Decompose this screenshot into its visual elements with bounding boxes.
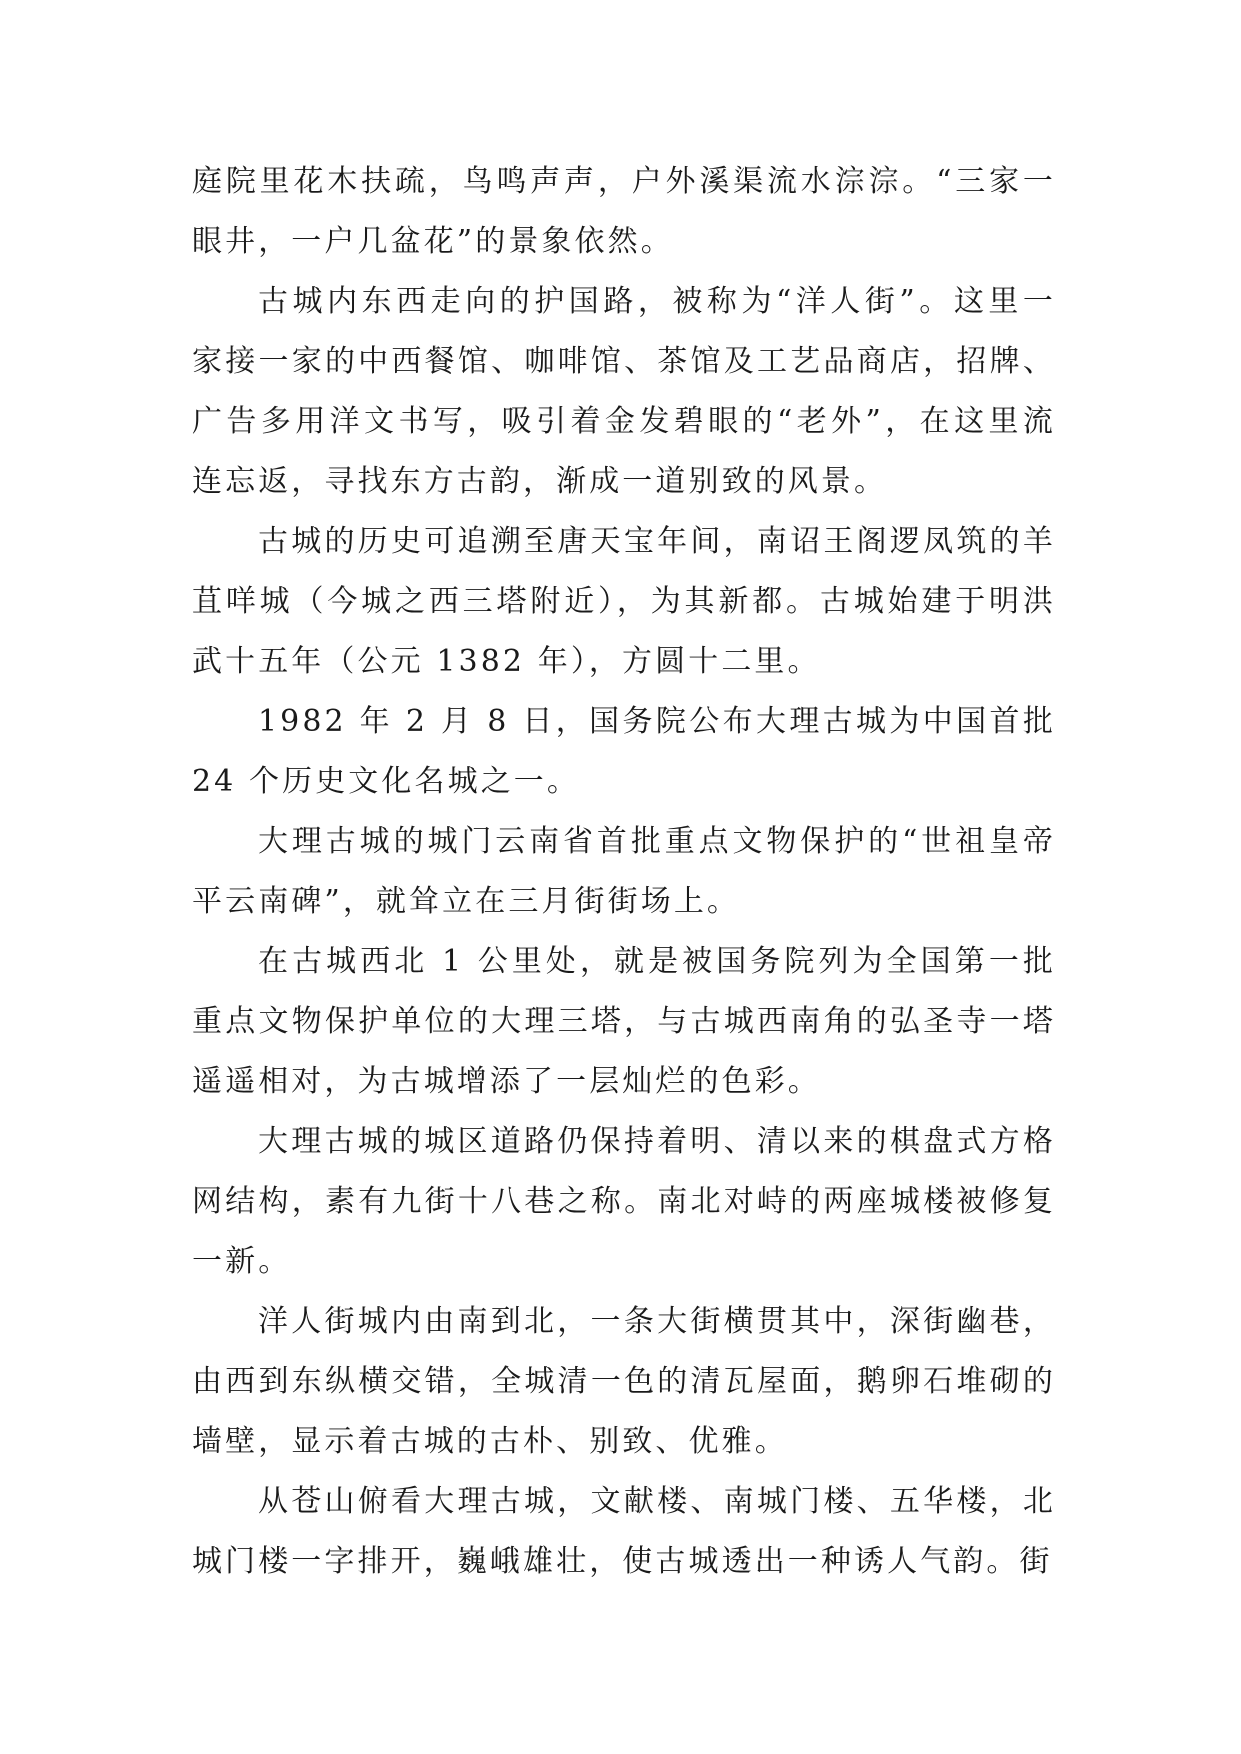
paragraph-8: 洋人街城内由南到北，一条大街横贯其中，深街幽巷，由西到东纵横交错，全城清一色的清瓦屋面，鹅卵石堆砌的墙壁，显示着古城的古朴、别致、优雅。 xyxy=(192,1304,1056,1459)
paragraph-2: 古城内东西走向的护国路，被称为“洋人街”。这里一家接一家的中西餐馆、咖啡馆、茶馆及工艺品商店，招牌、广告多用洋文书写，吸引着金发碧眼的“老外”，在这里流连忘返，寻找东方古韵，渐成一道别致的风景。 xyxy=(192,284,1056,499)
paragraph-1: 庭院里花木扶疏，鸟鸣声声，户外溪渠流水淙淙。“三家一眼井，一户几盆花”的景象依然。 xyxy=(192,164,1056,259)
paragraph-7: 大理古城的城区道路仍保持着明、清以来的棋盘式方格网结构，素有九街十八巷之称。南北对峙的两座城楼被修复一新。 xyxy=(192,1124,1056,1279)
paragraph-6: 在古城西北 1 公里处，就是被国务院列为全国第一批重点文物保护单位的大理三塔，与古城西南角的弘圣寺一塔遥遥相对，为古城增添了一层灿烂的色彩。 xyxy=(192,944,1056,1099)
paragraph-9: 从苍山俯看大理古城，文献楼、南城门楼、五华楼，北城门楼一字排开，巍峨雄壮，使古城透出一种诱人气韵。街 xyxy=(192,1484,1056,1579)
paragraph-3: 古城的历史可追溯至唐天宝年间，南诏王阁逻凤筑的羊苴咩城（今城之西三塔附近），为其新都。古城始建于明洪武十五年（公元 1382 年），方圆十二里。 xyxy=(192,524,1056,679)
document-body xyxy=(192,152,1056,1592)
paragraph-4: 1982 年 2 月 8 日，国务院公布大理古城为中国首批 24 个历史文化名城之一。 xyxy=(192,704,1056,799)
paragraph-5: 大理古城的城门云南省首批重点文物保护的“世祖皇帝平云南碑”，就耸立在三月街街场上。 xyxy=(192,824,1056,919)
